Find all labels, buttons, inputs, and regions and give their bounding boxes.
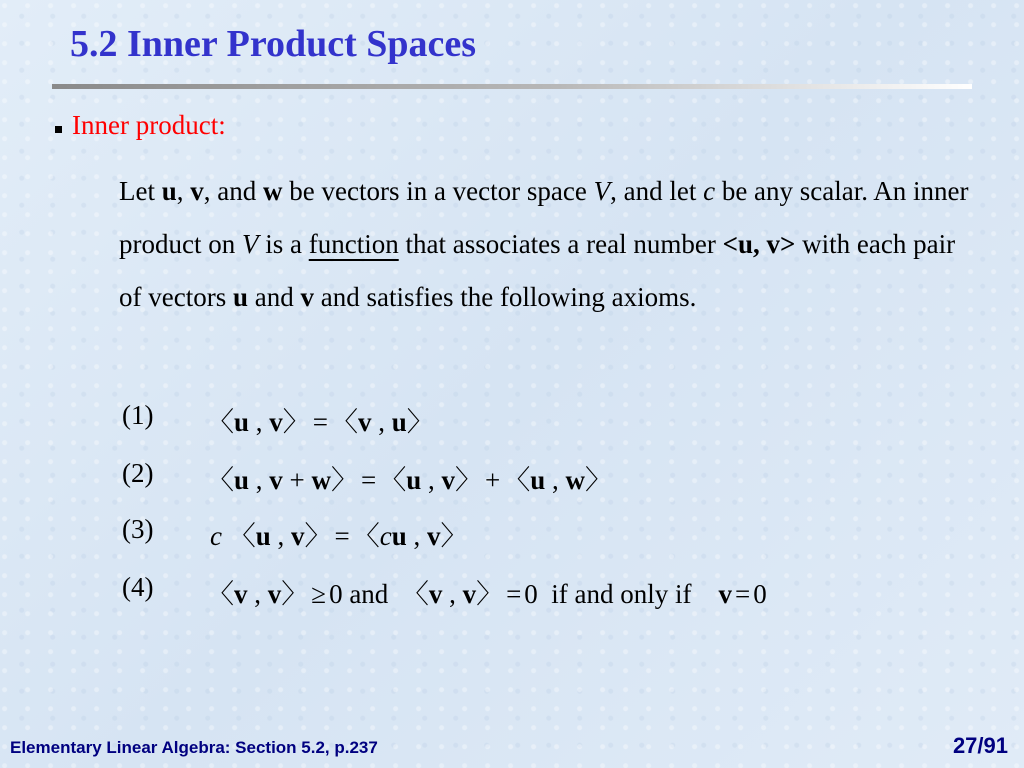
text-with-each-pair: with each pair of vectors	[119, 229, 956, 312]
axiom-4-iff: if and only if	[551, 579, 692, 609]
axiom-2-formula: 〈u , v + w〉 = 〈u , v〉 + 〈u , w〉	[207, 465, 613, 495]
vector-v: v	[190, 176, 204, 206]
text-is-a: is a	[258, 229, 309, 259]
axiom-number-2: (2)	[122, 458, 154, 488]
vector-v-2: v	[300, 282, 314, 312]
vector-u-2: u	[232, 282, 248, 312]
axiom-4-formula: 〈v , v〉 ≥ 0 and 〈v , v〉 = 0 if and only if v = 0	[207, 579, 767, 609]
title-underline-rule	[52, 84, 972, 89]
inner-product-notation: <u, v>	[722, 229, 796, 259]
slide-title: 5.2 Inner Product Spaces	[70, 23, 477, 65]
bullet-label: Inner product:	[72, 110, 226, 140]
square-bullet-icon	[55, 126, 62, 133]
text-comma: ,	[176, 176, 191, 206]
space-V-2: V	[241, 229, 259, 259]
space-V: V	[593, 176, 611, 206]
text-let: Let	[119, 176, 162, 206]
text-and: , and	[203, 176, 263, 206]
axiom-3-formula: c 〈u , v〉 = 〈cu , v〉	[210, 521, 468, 551]
text-that-associates: that associates a real number	[398, 229, 723, 259]
scalar-c: c	[703, 176, 716, 206]
text-and-let: , and let	[610, 176, 704, 206]
axiom-number-4: (4)	[122, 572, 154, 602]
text-and-satisfies: and satisfies the following axioms.	[313, 282, 697, 312]
text-be-vectors: be vectors in a vector space	[282, 176, 594, 206]
axiom-1-formula: 〈u , v〉 = 〈v , u〉	[207, 407, 434, 437]
footer-source: Elementary Linear Algebra: Section 5.2, p.237	[10, 738, 378, 757]
definition-paragraph	[119, 165, 969, 324]
bullet-inner-product	[55, 110, 226, 141]
text-and-2: and	[248, 282, 301, 312]
axiom-number-1: (1)	[122, 400, 154, 430]
text-be-any-scalar: be any scalar. An inner product on	[119, 176, 969, 259]
vector-u: u	[161, 176, 177, 206]
function-word: function	[308, 229, 399, 259]
axiom-4-and: and	[349, 579, 389, 609]
axiom-number-3: (3)	[122, 514, 154, 544]
vector-w: w	[263, 176, 283, 206]
page-number: 27/91	[952, 733, 1008, 758]
